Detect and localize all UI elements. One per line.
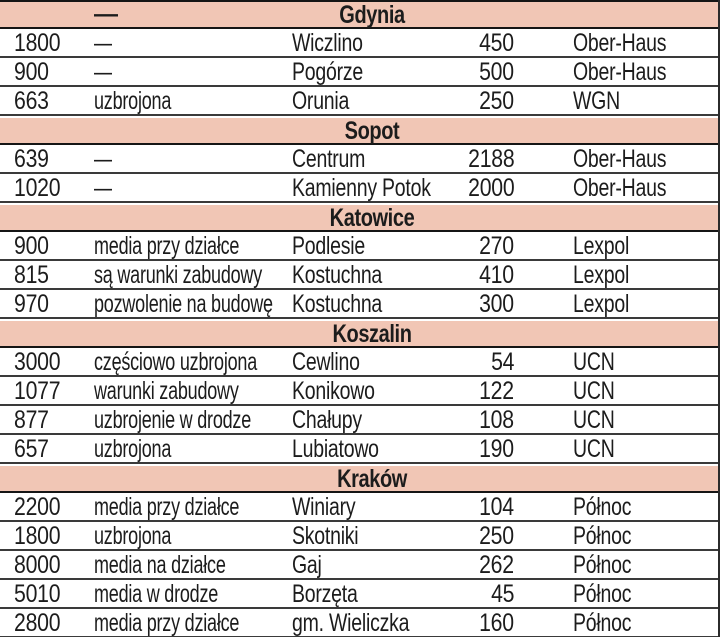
utilities-cell-text: uzbrojenie w drodze <box>94 406 251 434</box>
location-cell-text: Konikowo <box>292 377 375 405</box>
city-section <box>0 203 718 319</box>
utilities-cell-text: uzbrojona <box>94 522 172 550</box>
location-cell-text: Chałupy <box>292 406 362 434</box>
location-cell-text: Kostuchna <box>292 261 383 289</box>
location-cell <box>292 551 442 580</box>
price-cell <box>442 290 514 319</box>
agency-cell-text: UCN <box>573 406 615 434</box>
utilities-cell-text: — <box>94 174 112 202</box>
area-cell <box>14 290 94 319</box>
area-cell-text: 5010 <box>14 580 61 608</box>
price-cell-text: 300 <box>479 290 514 318</box>
city-header-row <box>0 203 718 232</box>
city-section <box>0 0 718 116</box>
utilities-cell <box>94 377 292 406</box>
area-cell <box>14 261 94 290</box>
utilities-cell <box>94 29 292 58</box>
price-cell <box>442 377 514 406</box>
table-row <box>0 290 718 319</box>
area-cell-text: 663 <box>14 87 49 115</box>
area-cell-text: 1077 <box>14 377 61 405</box>
agency-cell <box>514 87 718 116</box>
area-cell-text: 3000 <box>14 348 61 376</box>
price-cell <box>442 406 514 435</box>
utilities-cell-text: — <box>94 145 112 173</box>
location-cell <box>292 261 442 290</box>
city-header-row <box>0 0 718 29</box>
agency-cell <box>514 58 718 87</box>
price-cell <box>442 58 514 87</box>
utilities-cell <box>94 290 292 319</box>
agency-cell-text: UCN <box>573 348 615 376</box>
price-cell-text: 2000 <box>467 174 514 202</box>
area-cell-text: 877 <box>14 406 49 434</box>
area-cell <box>14 58 94 87</box>
utilities-cell <box>94 348 292 377</box>
city-header-row <box>0 116 718 145</box>
city-name: Sopot <box>344 117 400 145</box>
price-cell-text: 160 <box>479 609 514 637</box>
agency-cell-text: Północ <box>573 609 632 637</box>
agency-cell <box>514 232 718 261</box>
price-cell <box>442 348 514 377</box>
city-name: Gdynia <box>339 1 405 29</box>
area-cell <box>14 580 94 609</box>
area-cell-text: 1800 <box>14 29 61 57</box>
utilities-cell <box>94 435 292 464</box>
price-cell-text: 250 <box>479 522 514 550</box>
agency-cell <box>514 435 718 464</box>
agency-cell-text: Północ <box>573 493 632 521</box>
utilities-cell <box>94 551 292 580</box>
agency-cell-text: Ober-Haus <box>573 145 667 173</box>
area-cell <box>14 435 94 464</box>
location-cell-text: Gaj <box>292 551 322 579</box>
city-header-row <box>0 464 718 493</box>
agency-cell-text: UCN <box>573 377 615 405</box>
table-row <box>0 232 718 261</box>
location-cell-text: Orunia <box>292 87 350 115</box>
table-row <box>0 145 718 174</box>
location-cell <box>292 29 442 58</box>
location-cell <box>292 145 442 174</box>
price-cell-text: 500 <box>479 58 514 86</box>
utilities-cell-text: pozwolenie na budowę <box>94 290 273 318</box>
location-cell-text: Kamienny Potok <box>292 174 431 202</box>
table-row <box>0 348 718 377</box>
utilities-cell-text: — <box>94 58 112 86</box>
price-cell <box>442 174 514 203</box>
utilities-cell-text: media przy działce <box>94 232 240 260</box>
area-cell <box>14 377 94 406</box>
area-cell-text: 900 <box>14 58 49 86</box>
area-cell <box>14 29 94 58</box>
agency-cell-text: WGN <box>573 87 620 115</box>
area-cell <box>14 87 94 116</box>
price-cell-text: 410 <box>479 261 514 289</box>
utilities-cell <box>94 174 292 203</box>
agency-cell-text: Lexpol <box>573 290 630 318</box>
area-cell <box>14 522 94 551</box>
city-header-row <box>0 319 718 348</box>
utilities-cell <box>94 493 292 522</box>
location-cell-text: Borzęta <box>292 580 358 608</box>
agency-cell-text: Lexpol <box>573 232 630 260</box>
location-cell <box>292 232 442 261</box>
location-cell-text: gm. Wieliczka <box>292 609 410 637</box>
area-cell <box>14 551 94 580</box>
utilities-cell <box>94 145 292 174</box>
price-cell <box>442 87 514 116</box>
city-section <box>0 464 718 637</box>
table-row <box>0 435 718 464</box>
agency-cell-text: Północ <box>573 522 632 550</box>
city-section <box>0 116 718 203</box>
utilities-cell-text: media przy działce <box>94 493 240 521</box>
location-cell <box>292 493 442 522</box>
area-cell <box>14 174 94 203</box>
agency-cell <box>514 493 718 522</box>
location-cell <box>292 290 442 319</box>
location-cell <box>292 435 442 464</box>
price-cell-text: 190 <box>479 435 514 463</box>
price-cell-text: 450 <box>479 29 514 57</box>
table-row <box>0 174 718 203</box>
area-cell-text: 970 <box>14 290 49 318</box>
location-cell <box>292 58 442 87</box>
area-cell-text: 639 <box>14 145 49 173</box>
agency-cell <box>514 29 718 58</box>
utilities-cell-text: uzbrojona <box>94 435 172 463</box>
price-cell <box>442 580 514 609</box>
price-cell <box>442 435 514 464</box>
agency-cell-text: Ober-Haus <box>573 29 667 57</box>
table-row <box>0 406 718 435</box>
area-cell-text: 8000 <box>14 551 61 579</box>
location-cell <box>292 580 442 609</box>
location-cell <box>292 348 442 377</box>
price-cell <box>442 493 514 522</box>
area-cell <box>14 348 94 377</box>
table-row <box>0 551 718 580</box>
location-cell <box>292 522 442 551</box>
agency-cell <box>514 580 718 609</box>
table-row <box>0 580 718 609</box>
price-cell <box>442 261 514 290</box>
table-row <box>0 58 718 87</box>
utilities-cell <box>94 522 292 551</box>
price-cell <box>442 551 514 580</box>
utilities-cell <box>94 87 292 116</box>
price-cell <box>442 145 514 174</box>
city-name: Koszalin <box>332 320 412 348</box>
table-row <box>0 29 718 58</box>
table-row <box>0 377 718 406</box>
price-cell <box>442 232 514 261</box>
area-cell <box>14 609 94 637</box>
table-row <box>0 522 718 551</box>
utilities-cell-text: uzbrojona <box>94 87 172 115</box>
location-cell <box>292 609 442 637</box>
location-cell-text: Wiczlino <box>292 29 363 57</box>
utilities-cell-text: warunki zabudowy <box>94 377 239 405</box>
agency-cell <box>514 406 718 435</box>
utilities-cell-text: media na działce <box>94 551 226 579</box>
location-cell <box>292 87 442 116</box>
utilities-cell-text: media w drodze <box>94 580 219 608</box>
agency-cell-text: Ober-Haus <box>573 174 667 202</box>
price-cell-text: 262 <box>479 551 514 579</box>
price-cell <box>442 609 514 637</box>
price-cell-text: 270 <box>479 232 514 260</box>
agency-cell <box>514 609 718 637</box>
location-cell-text: Pogórze <box>292 58 363 86</box>
price-cell-text: 122 <box>479 377 514 405</box>
agency-cell <box>514 348 718 377</box>
area-cell-text: 815 <box>14 261 49 289</box>
utilities-cell <box>94 261 292 290</box>
area-cell <box>14 493 94 522</box>
location-cell-text: Podlesie <box>292 232 365 260</box>
table-row <box>0 87 718 116</box>
agency-cell-text: Północ <box>573 551 632 579</box>
price-cell-text: 2188 <box>467 145 514 173</box>
table-row <box>0 609 718 637</box>
agency-cell <box>514 551 718 580</box>
location-cell-text: Cewlino <box>292 348 360 376</box>
agency-cell-text: Północ <box>573 580 632 608</box>
agency-cell <box>514 377 718 406</box>
area-cell-text: 657 <box>14 435 49 463</box>
location-cell <box>292 174 442 203</box>
utilities-cell-text: częściowo uzbrojona <box>94 348 257 376</box>
price-cell-text: 108 <box>479 406 514 434</box>
utilities-cell-text: — <box>94 29 112 57</box>
utilities-cell-text: media przy działce <box>94 609 240 637</box>
location-cell-text: Centrum <box>292 145 366 173</box>
utilities-cell <box>94 609 292 637</box>
utilities-cell <box>94 580 292 609</box>
area-cell <box>14 406 94 435</box>
location-cell-text: Skotniki <box>292 522 359 550</box>
city-section <box>0 319 718 464</box>
utilities-cell <box>94 232 292 261</box>
agency-cell <box>514 174 718 203</box>
area-cell-text: 1800 <box>14 522 61 550</box>
agency-cell-text: UCN <box>573 435 615 463</box>
agency-cell <box>514 145 718 174</box>
agency-cell <box>514 261 718 290</box>
area-cell-text: 1020 <box>14 174 61 202</box>
agency-cell <box>514 522 718 551</box>
agency-cell-text: Lexpol <box>573 261 630 289</box>
area-cell-text: 900 <box>14 232 49 260</box>
price-cell-text: 45 <box>490 580 514 608</box>
location-cell <box>292 377 442 406</box>
utilities-cell <box>94 58 292 87</box>
price-cell <box>442 522 514 551</box>
location-cell <box>292 406 442 435</box>
price-cell <box>442 29 514 58</box>
header-dash: — <box>94 1 118 28</box>
utilities-cell-text: są warunki zabudowy <box>94 261 262 289</box>
area-cell-text: 2800 <box>14 609 61 637</box>
location-cell-text: Winiary <box>292 493 356 521</box>
city-name: Katowice <box>329 204 415 232</box>
agency-cell <box>514 290 718 319</box>
location-cell-text: Lubiatowo <box>292 435 379 463</box>
location-cell-text: Kostuchna <box>292 290 383 318</box>
city-name: Kraków <box>337 465 407 493</box>
area-cell <box>14 145 94 174</box>
price-cell-text: 54 <box>490 348 514 376</box>
price-cell-text: 104 <box>479 493 514 521</box>
table-row <box>0 493 718 522</box>
utilities-cell <box>94 406 292 435</box>
table-row <box>0 261 718 290</box>
agency-cell-text: Ober-Haus <box>573 58 667 86</box>
area-cell-text: 2200 <box>14 493 61 521</box>
area-cell <box>14 232 94 261</box>
price-cell-text: 250 <box>479 87 514 115</box>
